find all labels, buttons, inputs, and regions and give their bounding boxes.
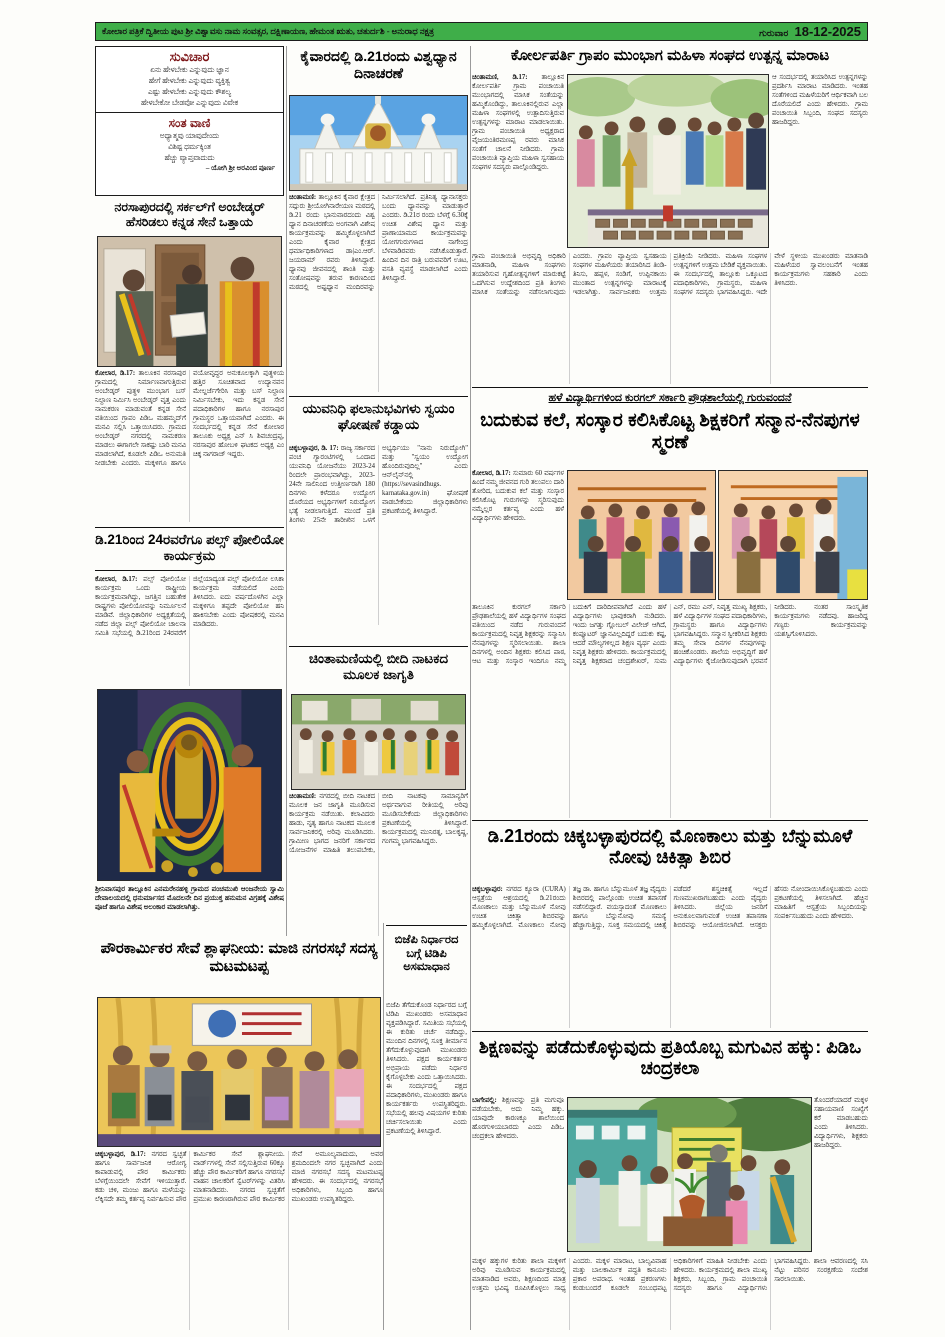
photo-memorandum xyxy=(97,236,282,367)
photo-school-event xyxy=(567,1097,812,1252)
headline-bjp: ಬಿಜೆಪಿ ನಿರ್ಧಾರದ ಬಗ್ಗೆ ಟಿಡಿಪಿ ಅಸಮಾಧಾನ xyxy=(386,925,467,997)
narasapura-text: ತಾಲೂಕಿನ ನರಸಾಪುರ ಗ್ರಾಮದಲ್ಲಿ ನಿರ್ಮಾಣವಾಗುತ್ತಿರುವ ಅಂಬೇಡ್ಕರ್ ಪುತ್ಥಳಿ ಮುಂಭಾಗ ಬಸ್ ನಿಲ್ದಾಣ ನಿರ್ಮಿಸಿ ಅಂಬೇಡ್ಕರ್ ವೃತ್ತ ಎಂದು ನಾಮಕರಣ ಮಾಡುವಂತೆ ಕನ್ನಡ ಸೇನೆ ವತಿಯಿಂದ ಗ್ರಾಪಂ ಪಿಡಿಒ ಮಹಮ್ಮದ್‌ಗೆ ಮನವಿ ಸಲ್ಲಿಸಿ ಒತ್ತಾಯಿಸಿದರು. ಗ್ರಾಮದ ಅಂಬೇಡ್ಕರ್ ನಗರದಲ್ಲಿ ನಾಮಕರಣ ಮಾಡಲು ಈಗಾಗಲೇ ಸಾಕಷ್ಟು ಬಾರಿ ಮನವಿ ಮಾಡಲಾಗಿದೆ, ಕೂಡಲೇ ಪಿಡಿಒ ಅನುಮತಿ ನೀಡಬೇಕು ಎಂದರು. ಮಕ್ಕಳಿಗೂ ಹಾಗೂ ವಯೋವೃದ್ಧರ ಅನುಕೂಲಕ್ಕಾಗಿ ಪುತ್ಥಳಿಯ ಹತ್ತಿರ ಸೂಚಿತವಾದ ಉದ್ಯಾನವನ ಮೇಲ್ದರ್ಜೆಗೇರಿಸಿ ಮತ್ತು ಬಸ್ ನಿಲ್ದಾಣ ನಿರ್ಮಿಸಬೇಕು, ಇದು ಕನ್ನಡ ಸೇನೆ ಪದಾಧಿಕಾರಿಗಳ ಹಾಗೂ ನರಸಾಪುರ ಗ್ರಾಮಸ್ಥರ ಒತ್ತಾಯವಾಗಿದೆ ಎಂದರು. ಈ ಸಂದರ್ಭದಲ್ಲಿ ಕನ್ನಡ ಸೇನೆ ಕೋಲಾರ ತಾಲೂಕು ಅಧ್ಯಕ್ಷ ಎನ್ ಸಿ ಶಿವಚಂದ್ರಪ್ಪ, ನರಸಾಪುರ ಹೋಬಳಿ ಘಟಕದ ಅಧ್ಯಕ್ಷ ಎಂ ಚಿಕ್ಕ ನಾಗರಾಜ್ ಇದ್ದರು. xyxy=(95,370,284,467)
guruvandane-byline: ಕೋಲಾರ, ಡಿ.17: xyxy=(472,470,511,477)
photo-market xyxy=(567,74,769,248)
photo-street-play xyxy=(291,694,466,790)
guruvandane-intro-col xyxy=(472,470,564,600)
quote-box xyxy=(95,46,284,196)
korlaparti-intro: ತಾಲ್ಲೂಕಿನ ಕೋರ್ಲಪರ್ತಿ ಗ್ರಾಮ ಪಂಚಾಯಿತಿ ಮುಂಭಾಗದಲ್ಲಿ ಮಾಸಿಕ ಸಂತೆಯನ್ನು ಹಮ್ಮಿಕೊಂಡಿದ್ದು, ತಾಲೂಕಿನಲ್ಲಿರುವ ಎಲ್ಲಾ ಮಹಿಳಾ ಸಂಘಗಳಲ್ಲಿ ಉತ್ಪಾದಿಸುತ್ತಿರುವ ಉತ್ಪನ್ನಗಳನ್ನು ಮಾರಾಟ ಮಾಡಲಾಯಿತು. ಗ್ರಾಮ ಪಂಚಾಯಿತಿ ಅಧ್ಯಕ್ಷರಾದ ವೈಜಯಂತಿರಮಣಪ್ಪ ರವರು ಮಾಸಿಕ ಸಂತೆಗೆ ಚಾಲನೆ ನೀಡಿದರು. ಗ್ರಾಮ ಪಂಚಾಯಿತಿ ವ್ಯಾಪ್ತಿಯ ಮಹಿಳಾ ಸ್ವಸಹಾಯ ಸಂಘಗಳ ಸದಸ್ಯರು ಪಾಲ್ಗೊಂಡಿದ್ದರು. xyxy=(472,74,564,171)
photo-hanuman-pooja xyxy=(97,689,282,881)
masthead-bar xyxy=(95,22,868,41)
section-rule-1 xyxy=(472,387,868,388)
suvichara-line-1: ಏನು ಹೇಳಬೇಕು ಎನ್ನುವುದು ಜ್ಞಾನ xyxy=(150,65,229,74)
guruvandane-kicker: ಹಳೆ ವಿದ್ಯಾರ್ಥಿಗಳಿಂದ ಕುರಗಲ್ ಸರ್ಕಾರಿ ಪ್ರೌಢಶಾಲೆಯಲ್ಲಿ ಗುರುವಂದನೆ xyxy=(548,392,792,404)
quote-box-divider xyxy=(96,112,283,113)
santavani-line-3: ಹೆಚ್ಚು ವ್ಯಾಪ್ತವಾದುದು xyxy=(164,152,215,162)
photo-felicitation-group-1 xyxy=(567,470,716,600)
headline-yuvanidhi: ಯುವನಿಧಿ ಫಲಾನುಭವಿಗಳು ಸ್ವಯಂ ಘೋಷಣೆ ಕಡ್ಡಾಯ xyxy=(289,396,468,440)
photo-felicitation-group-2 xyxy=(718,470,868,600)
yuvanidhi-text: ರಾಜ್ಯ ಸರ್ಕಾರದ ಪಂಚ ಗ್ಯಾರಂಟಿಗಳಲ್ಲಿ ಒಂದಾದ ಯುವನಿಧಿ ಯೋಜನೆಯು 2023-24 ರಿಂದಲೇ ಪ್ರಾರಂಭವಾಗಿದ್ದು, 2023-24ನೇ ಸಾಲಿನಿಂದ ಉತ್ತೀರ್ಣರಾಗಿ 180 ದಿನಗಳು ಕಳೆದರೂ ಉದ್ಯೋಗ ದೊರೆಯದ ಅಭ್ಯರ್ಥಿಗಳಿಗೆ ನಿರುದ್ಯೋಗ ಭತ್ಯೆ ನೀಡಲಾಗುತ್ತಿದೆ. ಮುಂದೆ ಪ್ರತಿ ತಿಂಗಳು 25ನೇ ತಾರೀಖಿನ ಒಳಗೆ ಅಭ್ಯರ್ಥಿಯು "ನಾನು ನಿರುದ್ಯೋಗಿ" ಮತ್ತು "ಸ್ವಯಂ ಉದ್ಯೋಗ ಹೊಂದಿರುವುದಿಲ್ಲ" ಎಂದು ಆನ್‌ಲೈನ್‌ನಲ್ಲಿ (https://sevasindhugs. karnataka.gov.in) ಘೋಷಣೆ ವಾಡಬೇಕೆಂದು ಜಿಲ್ಲಾಧಿಕಾರಿಗಳು ಪ್ರಕಟಣೆಯಲ್ಲಿ ತಿಳಿಸಿದ್ದಾರೆ. xyxy=(289,445,468,524)
kaivara-text: ತಾಲ್ಲೂಕಿನ ಕೈವಾರ ಕ್ಷೇತ್ರದ ಸದ್ಗುರು ಶ್ರೀಯೋಗಿನಾರೇಯಣ ಮಠದಲ್ಲಿ ಡಿ.21 ರಂದು ಭಾನುವಾರದಂದು ವಿಶ್ವ ಧ್ಯಾನ ದಿನಾಚರಣೆಯ ಅಂಗವಾಗಿ ವಿಶೇಷ ಕಾರ್ಯಕ್ರಮವನ್ನು ಹಮ್ಮಿಕೊಳ್ಳಲಾಗಿದೆ ಎಂದು ಕೈವಾರ ಕ್ಷೇತ್ರದ ಧರ್ಮಾಧಿಕಾರಿಗಳಾದ ಡಾ|ಎಂ.ಆರ್. ಜಯರಾಮ್ ರವರು ತಿಳಿಸಿದ್ದಾರೆ. ಧ್ಯಾನವು ಜೀವನದಲ್ಲಿ ಶಾಂತಿ ಮತ್ತು ಸಂತೋಷವನ್ನು ತರುವ ಕಾರಣದಿಂದ ಮಠದಲ್ಲಿ ಅಷ್ಟಧ್ಯಾನ ಮಂದಿರವನ್ನು ನಿರ್ಮಿಸಲಾಗಿದೆ. ಪ್ರತಿನಿತ್ಯ ಧ್ಯಾನಾಸಕ್ತರು ಬಂದು ಧ್ಯಾನವನ್ನು ಮಾಡುತ್ತಾರೆ ಎಂದರು. ಡಿ.21ರ ರಂದು ಬೆಳಗ್ಗೆ 6.30ಕ್ಕೆ ಉಚಿತ ವಿಶೇಷ ಧ್ಯಾನ ಮತ್ತು ಪ್ರಾಣಾಯಾಮದ ಕಾರ್ಯಕ್ರಮವನ್ನು ಯೋಗಗುರುಗಳಾದ ನಾಗೇಂದ್ರ ಬೆಳವಾಡಿರವರು ನಡೆಸಿಕೊಡುತ್ತಾರೆ. ಹಿಂದಿನ ದಿನ ರಾತ್ರಿ ಬರುವವರಿಗೆ ಊಟ, ವಸತಿ ವ್ಯವಸ್ಥೆ ಮಾಡಲಾಗಿದೆ ಎಂದು ತಿಳಿಸಿದ್ದಾರೆ. xyxy=(289,194,468,291)
headline-korlaparti: ಕೋರ್ಲಪರ್ತಿ ಗ್ರಾಪಂ ಮುಂಭಾಗ ಮಹಿಳಾ ಸಂಘದ ಉತ್ಪನ್ನ ಮಾರಾಟ xyxy=(510,47,830,64)
photo-sweater-distribution xyxy=(97,997,381,1147)
article-beedi-body xyxy=(289,793,468,936)
article-pourakarmika-body xyxy=(95,1151,383,1330)
beedi-byline: ಚಿಂತಾಮಣಿ: xyxy=(289,793,317,800)
kaivara-byline: ಚಿಂತಾಮಣಿ: xyxy=(289,194,317,201)
korlaparti-right-col: ಆ ಸಂದರ್ಭದಲ್ಲಿ ತಯಾರಿಸಿದ ಉತ್ಪನ್ನಗಳನ್ನು ಪ್ರದರ್ಶಿಸಿ ಮಾರಾಟ ಮಾಡಿದರು. ಇಂತಹ ಸಂತೆಗಳಿಂದ ಮಹಿಳೆಯರಿಗೆ ಆರ್ಥಿಕವಾಗಿ ಬಲ ದೊರೆಯಲಿದೆ ಎಂದು ಹೇಳಿದರು. ಗ್ರಾಮ ಪಂಚಾಯಿತಿ ಸಿಬ್ಬಂದಿ, ಸಂಘದ ಸದಸ್ಯರು ಹಾಜರಿದ್ದರು. xyxy=(772,74,868,126)
headline-beedi-nataka: ಚಿಂತಾಮಣಿಯಲ್ಲಿ ಬೀದಿ ನಾಟಕದ ಮೂಲಕ ಜಾಗೃತಿ xyxy=(289,646,468,690)
pourakarmika-text: ನಗರದ ಸ್ವಚ್ಛತೆ ಹಾಗೂ ಸಾರ್ವಜನಿಕ ಆರೋಗ್ಯ ಕಾಪಾಡುವಲ್ಲಿ ಪೌರ ಕಾರ್ಮಿಕರು ಬೆಳಗ್ಗೆಯಿಂದಲೇ ಸೇವೆಗೆ ಇಳಿಯುತ್ತಾರೆ. ಕಡು ಚಳಿ, ಮಂಜು ಹಾಗೂ ಮಳೆಯನ್ನು ಲೆಕ್ಕಿಸದೇ ತಮ್ಮ ಕರ್ತವ್ಯ ನಿರ್ವಹಿಸುವ ಪೌರ ಕಾರ್ಮಿಕರ ಸೇವೆ ಶ್ಲಾಘನೀಯ. ವಾರ್ಡ್‌ಗಳಲ್ಲಿ ಸೇವೆ ಸಲ್ಲಿಸುತ್ತಿರುವ 60ಕ್ಕೂ ಹೆಚ್ಚು ಪೌರ ಕಾರ್ಮಿಕರಿಗೆ ಹಾಗೂ ನಗರಸಭೆ ವಾಹನ ಚಾಲಕರಿಗೆ ಸ್ವೆಟರ್‌ಗಳನ್ನು ವಿತರಿಸಿ ಮಾತನಾಡಿದರು. ನಗರದ ಸ್ವಚ್ಛತೆಗೆ ಪ್ರಮುಖ ಕಾರಣರಾಗಿರುವ ಪೌರ ಕಾರ್ಮಿಕರ ಸೇವೆ ಅಮೂಲ್ಯವಾದುದು, ಅವರ ಶ್ರಮದಿಂದಲೇ ನಗರ ಸ್ವಚ್ಛವಾಗಿದೆ ಎಂದು ಮಾಜಿ ನಗರಸಭೆ ಸದಸ್ಯ ಮಟಮಟಪ್ಪ ಹೇಳಿದರು. ಈ ಸಂದರ್ಭದಲ್ಲಿ ನಗರಸಭೆ ಅಧಿಕಾರಿಗಳು, ಸಿಬ್ಬಂದಿ ಹಾಗೂ ಮುಖಂಡರು ಉಪಸ್ಥಿತರಿದ್ದರು. xyxy=(95,1151,383,1203)
narasapura-byline: ಕೋಲಾರ, ಡಿ.17: xyxy=(95,370,136,377)
santavani-attribution: – ಯೋಗಿ ಶ್ರೀ ಅರವಿಂದ ಪೂರ್ಣ xyxy=(205,163,275,172)
column-divider-1 xyxy=(286,46,287,936)
article-korlaparti-body: ಗ್ರಾಮ ಪಂಚಾಯಿತಿ ಅಭಿವೃದ್ಧಿ ಅಧಿಕಾರಿ ಮಾತನಾಡಿ, ಮಹಿಳಾ ಸಂಘಗಳು ತಯಾರಿಸುವ ಗೃಹೋತ್ಪನ್ನಗಳಿಗೆ ಮಾರುಕಟ್ಟೆ ಒದಗಿಸುವ ಉದ್ದೇಶದಿಂದ ಪ್ರತಿ ತಿಂಗಳು ಮಾಸಿಕ ಸಂತೆಯನ್ನು ನಡೆಸಲಾಗುವುದು ಎಂದರು. ಗ್ರಾಪಂ ವ್ಯಾಪ್ತಿಯ ಸ್ವಸಹಾಯ ಸಂಘಗಳ ಮಹಿಳೆಯರು ತಯಾರಿಸಿದ ತಿಂಡಿ-ತಿನಿಸು, ಹಪ್ಪಳ, ಸಂಡಿಗೆ, ಉಪ್ಪಿನಕಾಯಿ ಮುಂತಾದ ಉತ್ಪನ್ನಗಳನ್ನು ಮಾರಾಟಕ್ಕೆ ಇಡಲಾಗಿತ್ತು. ಸಾರ್ವಜನಿಕರು ಉತ್ತಮ ಪ್ರತಿಕ್ರಿಯೆ ನೀಡಿದರು. ಮಹಿಳಾ ಸಂಘಗಳ ಉತ್ಪನ್ನಗಳಿಗೆ ಉತ್ತಮ ಬೇಡಿಕೆ ವ್ಯಕ್ತವಾಯಿತು. ಈ ಸಂದರ್ಭದಲ್ಲಿ ತಾಲ್ಲೂಕು ಒಕ್ಕೂಟದ ಪದಾಧಿಕಾರಿಗಳು, ಗ್ರಾಮಸ್ಥರು, ಮಹಿಳಾ ಸಂಘಗಳ ಸದಸ್ಯರು ಭಾಗವಹಿಸಿದ್ದರು. ಇದೇ ವೇಳೆ ಸ್ಥಳೀಯ ಮುಖಂಡರು ಮಾತನಾಡಿ ಮಹಿಳೆಯರ ಸ್ವಾವಲಂಬನೆಗೆ ಇಂತಹ ಕಾರ್ಯಕ್ರಮಗಳು ಸಹಕಾರಿ ಎಂದು ತಿಳಿಸಿದರು. xyxy=(472,253,868,296)
suvichara-line-4: ಹೇಳಬೇಕೋ ಬೇಡವೋ ಎನ್ನುವುದು ವಿವೇಕ xyxy=(141,97,238,107)
column-divider-2 xyxy=(470,46,471,1330)
yuvanidhi-byline: ಚಿಕ್ಕಬಳ್ಳಾಪುರ, ಡಿ. 17: xyxy=(289,445,339,452)
masthead-edition-line: ಕೋಲಾರ ಪತ್ರಿಕೆ ದ್ವಿತೀಯ ಪುಟ ಶ್ರೀ ವಿಶ್ವಾವಸು ನಾಮ ಸಂವತ್ಸರ, ದಕ್ಷಿಣಾಯಣ, ಹೇಮಂತ ಋತು, ಚತುರ್ದಶಿ - ಅನುರಾಧ ನಕ್ಷತ್ರ xyxy=(102,26,435,36)
polio-byline: ಕೋಲಾರ, ಡಿ.17: xyxy=(95,576,138,583)
section-rule-2 xyxy=(472,820,868,821)
article-shikshana-body: ಮಕ್ಕಳ ಹಕ್ಕುಗಳ ಕುರಿತು ಶಾಲಾ ಮಕ್ಕಳಿಗೆ ಅರಿವು ಮೂಡಿಸುವ ಕಾರ್ಯಕ್ರಮದಲ್ಲಿ ಮಾತನಾಡಿದ ಅವರು, ಶಿಕ್ಷಣದಿಂದ ಮಾತ್ರ ಉತ್ತಮ ಭವಿಷ್ಯ ರೂಪಿಸಿಕೊಳ್ಳಲು ಸಾಧ್ಯ ಎಂದರು. ಮಕ್ಕಳ ಮಾರಾಟ, ಬಾಲ್ಯವಿವಾಹ ಮತ್ತು ಬಾಲಕಾರ್ಮಿಕ ಪದ್ಧತಿ ಕಾನೂನು ಪ್ರಕಾರ ಅಪರಾಧ. ಇಂತಹ ಪ್ರಕರಣಗಳು ಕಂಡುಬಂದರೆ ಕೂಡಲೇ ಸಂಬಂಧಪಟ್ಟ ಅಧಿಕಾರಿಗಳಿಗೆ ಮಾಹಿತಿ ನೀಡಬೇಕು ಎಂದು ಹೇಳಿದರು. ಕಾರ್ಯಕ್ರಮದಲ್ಲಿ ಶಾಲಾ ಮುಖ್ಯ ಶಿಕ್ಷಕರು, ಸಿಬ್ಬಂದಿ, ಗ್ರಾಮ ಪಂಚಾಯಿತಿ ಸದಸ್ಯರು ಹಾಗೂ ವಿದ್ಯಾರ್ಥಿಗಳು ಭಾಗವಹಿಸಿದ್ದರು. ಶಾಲಾ ಆವರಣದಲ್ಲಿ ಸಸಿ ನೆಟ್ಟು ಪರಿಸರ ಸಂರಕ್ಷಣೆಯ ಸಂದೇಶ ಸಾರಲಾಯಿತು. xyxy=(472,1258,868,1292)
pooja-caption: ಶ್ರೀನಿವಾಸಪುರ ತಾಲ್ಲೂಕಿನ ಎನಮರೇನಹಳ್ಳಿ ಗ್ರಾಮದ ಪಂಚಮುಖಿ ಆಂಜನೇಯ ಸ್ವಾಮಿ ದೇವಾಲಯದಲ್ಲಿ ಧನುರ್ಮಾಸದ ಮೊದಲನೇ ದಿನ ಪ್ರಯುಕ್ತ ಹನುಮನ ವಿಗ್ರಹಕ್ಕೆ ವಿಶೇಷ ಪೂಜೆ ಹಾಗೂ ವಿಶೇಷ ಅಲಂಕಾರ ಮಾಡಲಾಗಿತ್ತು. xyxy=(95,885,284,912)
suvichara-line-2: ಹೇಗೆ ಹೇಳಬೇಕು ಎನ್ನುವುದು ವ್ಯಕ್ತಿತ್ವ xyxy=(148,75,231,85)
masthead-day: ಗುರುವಾರ xyxy=(759,28,789,38)
article-bjp-body: ಬಿಜೆಪಿ ತೆಗೆದುಕೊಂಡ ನಿರ್ಧಾರದ ಬಗ್ಗೆ ಟಿಡಿಪಿ ಮುಖಂಡರು ಅಸಮಾಧಾನ ವ್ಯಕ್ತಪಡಿಸಿದ್ದಾರೆ. ಸಮಿತಿಯ ಸಭೆಯಲ್ಲಿ ಈ ಕುರಿತು ಚರ್ಚೆ ನಡೆದಿದ್ದು, ಮುಂದಿನ ದಿನಗಳಲ್ಲಿ ಸೂಕ್ತ ತೀರ್ಮಾನ ತೆಗೆದುಕೊಳ್ಳುವುದಾಗಿ ಮುಖಂಡರು ತಿಳಿಸಿದರು. ಪಕ್ಷದ ಕಾರ್ಯಕರ್ತರ ಅಭಿಪ್ರಾಯ ಪಡೆದು ನಿರ್ಧಾರ ಕೈಗೊಳ್ಳಬೇಕು ಎಂದು ಒತ್ತಾಯಿಸಿದರು. ಈ ಸಂದರ್ಭದಲ್ಲಿ ಪಕ್ಷದ ಪದಾಧಿಕಾರಿಗಳು, ಮುಖಂಡರು ಹಾಗೂ ಕಾರ್ಯಕರ್ತರು ಉಪಸ್ಥಿತರಿದ್ದರು. ಸಭೆಯಲ್ಲಿ ಹಲವು ವಿಷಯಗಳ ಕುರಿತು ಚರ್ಚಿಸಲಾಯಿತು ಎಂದು ಪ್ರಕಟಣೆಯಲ್ಲಿ ತಿಳಿಸಿದ್ದಾರೆ. xyxy=(386,1002,467,1135)
santavani-line-1: ಅಧ್ಯಾತ್ಮವು ಯಾವುದೇಂದು xyxy=(159,130,220,140)
section-rule-3 xyxy=(472,1031,868,1032)
polio-text: ಪಲ್ಸ್ ಪೋಲಿಯೋ ಕಾರ್ಯಕ್ರಮ ಒಂದು ರಾಷ್ಟ್ರೀಯ ಕಾರ್ಯಕ್ರಮವಾಗಿದ್ದು, ಜಗತ್ತಿನ ಬಹುತೇಕ ರಾಷ್ಟ್ರಗಳು ಪೋಲಿಯೋವನ್ನು ನಿರ್ಮೂಲನೆ ಮಾಡಿವೆ. ಜಿಲ್ಲಾಧಿಕಾರಿಗಳ ಅಧ್ಯಕ್ಷತೆಯಲ್ಲಿ ನಡೆದ ಜಿಲ್ಲಾ ಪಲ್ಸ್ ಪೋಲಿಯೋ ಚಾಲನಾ ಸಮಿತಿ ಸಭೆಯಲ್ಲಿ ಡಿ.21ರಿಂದ 24ರವರೆಗೆ ಜಿಲ್ಲೆಯಾದ್ಯಂತ ಪಲ್ಸ್ ಪೋಲಿಯೋ ಲಸಿಕಾ ಕಾರ್ಯಕ್ರಮ ನಡೆಯಲಿದೆ ಎಂದು ತಿಳಿಸಿದರು. ಐದು ವರ್ಷದೊಳಗಿನ ಎಲ್ಲಾ ಮಕ್ಕಳಿಗೂ ತಪ್ಪದೇ ಪೋಲಿಯೋ ಹನಿ ಹಾಕಿಸಬೇಕು ಎಂದು ಪೋಷಕರಲ್ಲಿ ಮನವಿ ಮಾಡಿದರು. xyxy=(95,576,284,637)
santavani-title: ಸಂತ ವಾಣಿ xyxy=(168,115,211,130)
beedi-text: ನಗರದಲ್ಲಿ ಬೀದಿ ನಾಟಕದ ಮೂಲಕ ಜನ ಜಾಗೃತಿ ಮೂಡಿಸುವ ಕಾರ್ಯಕ್ರಮ ನಡೆಯಿತು. ಕಲಾವಿದರು ಹಾಡು, ನೃತ್ಯ ಹಾಗೂ ನಾಟಕದ ಮೂಲಕ ಸಾರ್ವಜನಿಕರಲ್ಲಿ ಅರಿವು ಮೂಡಿಸಿದರು. ಗ್ರಾಮೀಣ ಭಾಗದ ಜನರಿಗೆ ಸರ್ಕಾರದ ಯೋಜನೆಗಳ ಮಾಹಿತಿ ತಲುಪಬೇಕು, ಬೀದಿ ನಾಟಕವು ಸಾಮಾನ್ಯರಿಗೆ ಅರ್ಥವಾಗುವ ರೀತಿಯಲ್ಲಿ ಅರಿವು ಮೂಡಿಸಬೇಕೆಂದು ಜಿಲ್ಲಾಧಿಕಾರಿಗಳು ಪ್ರಕಟಣೆಯಲ್ಲಿ ತಿಳಿಸಿದ್ದಾರೆ. ಕಾರ್ಯಕ್ರಮದಲ್ಲಿ ಮುನಿರತ್ನ, ಬಾಲಕೃಷ್ಣ, ಗಂಗಮ್ಮ ಭಾಗವಹಿಸಿದ್ದರು. xyxy=(289,793,468,854)
column-divider-3 xyxy=(383,923,384,1330)
headline-polio: ಡಿ.21ರಿಂದ 24ರವರೆಗೂ ಪಲ್ಸ್ ಪೋಲಿಯೋ ಕಾರ್ಯಕ್ರಮ xyxy=(95,527,284,571)
headline-narasapura: ನರಸಾಪುರದಲ್ಲಿ ಸರ್ಕಲ್‌ಗೆ ಅಂಬೇಡ್ಕರ್ ಹೆಸರಿಡಲು ಕನ್ನಡ ಸೇನೆ ಒತ್ತಾಯ xyxy=(114,200,265,229)
article-polio-body xyxy=(95,576,284,686)
photo-temple xyxy=(289,95,468,191)
masthead-date xyxy=(759,24,861,39)
headline-chikitsa: ಡಿ.21ರಂದು ಚಿಕ್ಕಬಳ್ಳಾಪುರದಲ್ಲಿ ಮೊಣಕಾಲು ಮತ್ತು ಬೆನ್ನುಮೂಳೆ ನೋವು ಚಿಕಿತ್ಸಾ ಶಿಬಿರ xyxy=(487,826,853,868)
article-yuvanidhi-body xyxy=(289,445,468,625)
headline-guruvandane: ಬದುಕುವ ಕಲೆ, ಸಂಸ್ಕಾರ ಕಲಿಸಿಕೊಟ್ಟ ಶಿಕ್ಷಕರಿಗೆ ಸನ್ಮಾನ-ನೆನಪುಗಳ ಸ್ಮರಣೆ xyxy=(480,410,860,454)
headline-pourakarmika: ಪೌರಕಾರ್ಮಿಕರ ಸೇವೆ ಶ್ಲಾಘನೀಯ: ಮಾಜಿ ನಗರಸಭೆ ಸದಸ್ಯ ಮಟಮಟಪ್ಪ xyxy=(100,940,378,975)
article-narasapura-body xyxy=(95,370,284,522)
santavani-line-2: ವಿಶಿಷ್ಟ ಧರ್ಮಕ್ಕಿಂತ xyxy=(168,141,211,151)
headline-kaivara: ಕೈವಾರದಲ್ಲಿ ಡಿ.21ರಂದು ವಿಶ್ವಧ್ಯಾನ ದಿನಾಚರಣೆ xyxy=(300,48,457,81)
chikitsa-byline: ಚಿಕ್ಕಬಳ್ಳಾಪುರ: xyxy=(472,886,503,893)
article-chikitsa-body xyxy=(472,886,868,1028)
article-guruvandane-body: ತಾಲೂಕಿನ ಕುರಗಲ್ ಸರ್ಕಾರಿ ಪ್ರೌಢಶಾಲೆಯಲ್ಲಿ ಹಳೆ ವಿದ್ಯಾರ್ಥಿಗಳ ಸಂಘದ ವತಿಯಿಂದ ನಡೆದ ಗುರುವಂದನೆ ಕಾರ್ಯಕ್ರಮದಲ್ಲಿ ನಿವೃತ್ತ ಶಿಕ್ಷಕರನ್ನು ಸನ್ಮಾನಿಸಿ ನೆನಪುಗಳನ್ನು ಸ್ಮರಿಸಲಾಯಿತು. ಶಾಲಾ ದಿನಗಳಲ್ಲಿ ಅಂದಿನ ಶಿಕ್ಷಕರು ಕಲಿಸಿದ ಪಾಠ, ಆಟ ಮತ್ತು ಸಂಸ್ಕಾರ ಇಂದಿಗೂ ನಮ್ಮ ಬದುಕಿಗೆ ದಾರಿದೀಪವಾಗಿದೆ ಎಂದು ಹಳೆ ವಿದ್ಯಾರ್ಥಿಗಳು ಭಾವುಕರಾಗಿ ನುಡಿದರು. ಇಂದು ಜಗತ್ತು ಗ್ಲೋಬಲ್ ವಿಲೇಜ್ ಆಗಿದೆ, ಕಂಪ್ಯೂಟರ್ ಜ್ಞಾನವಿಲ್ಲದಿದ್ದರೆ ಬದುಕು ಕಷ್ಟ, ಆದರೆ ಮೌಲ್ಯಗಳಿಲ್ಲದ ಶಿಕ್ಷಣ ವ್ಯರ್ಥ ಎಂದು ನಿವೃತ್ತ ಶಿಕ್ಷಕರು ಹೇಳಿದರು. ಕಾರ್ಯಕ್ರಮದಲ್ಲಿ ನಿವೃತ್ತ ಶಿಕ್ಷಕರಾದ ಚಂದ್ರಶೇಖರ್, ಸುಮ ಎನ್, ರಮು ಎನ್, ನಿವೃತ್ತ ಮುಖ್ಯ ಶಿಕ್ಷಕರು, ಹಳೆ ವಿದ್ಯಾರ್ಥಿಗಳ ಸಂಘದ ಪದಾಧಿಕಾರಿಗಳು, ಗ್ರಾಮಸ್ಥರು ಹಾಗೂ ವಿದ್ಯಾರ್ಥಿಗಳು ಭಾಗವಹಿಸಿದ್ದರು. ಸನ್ಮಾನ ಸ್ವೀಕರಿಸಿದ ಶಿಕ್ಷಕರು ತಮ್ಮ ಸೇವಾ ದಿನಗಳ ನೆನಪುಗಳನ್ನು ಹಂಚಿಕೊಂಡರು. ಶಾಲೆಯ ಅಭಿವೃದ್ಧಿಗೆ ಹಳೆ ವಿದ್ಯಾರ್ಥಿಗಳು ಕೈಜೋಡಿಸುವುದಾಗಿ ಭರವಸೆ ನೀಡಿದರು. ನಂತರ ಸಾಂಸ್ಕೃತಿಕ ಕಾರ್ಯಕ್ರಮಗಳು ನಡೆದವು. ಹಾಜರಿದ್ದ ಗಣ್ಯರು ಕಾರ್ಯಕ್ರಮವನ್ನು ಯಶಸ್ವಿಗೊಳಿಸಿದರು. xyxy=(472,604,868,665)
korlaparti-intro-col xyxy=(472,74,564,250)
article-kaivara-body xyxy=(289,194,468,392)
shikshana-right-col: ತೊಂದರೆಯಾದರೆ ಮಕ್ಕಳ ಸಹಾಯವಾಣಿ ಸಂಖ್ಯೆಗೆ ಕರೆ ಮಾಡಬಹುದು ಎಂದು ತಿಳಿಸಿದರು. ವಿದ್ಯಾರ್ಥಿಗಳು, ಶಿಕ್ಷಕರು ಹಾಜರಿದ್ದರು. xyxy=(814,1097,868,1149)
shikshana-intro-col xyxy=(472,1097,564,1257)
chikitsa-text: ನಗರದ ಕ್ಯೂರಾ (CURA) ಆಸ್ಪತ್ರೆಯ ಆಶ್ರಯದಲ್ಲಿ ಡಿ.21ರಂದು ಮೊಣಕಾಲು ಮತ್ತು ಬೆನ್ನುಮೂಳೆ ನೋವು ಉಚಿತ ಚಿಕಿತ್ಸಾ ಶಿಬಿರವನ್ನು ಹಮ್ಮಿಕೊಳ್ಳಲಾಗಿದೆ. ಮೊಣಕಾಲು ನೋವು ತಜ್ಞ ಡಾ. ಹಾಗೂ ಬೆನ್ನುಮೂಳೆ ತಜ್ಞ ವೈದ್ಯರು ಶಿಬಿರದಲ್ಲಿ ಪಾಲ್ಗೊಂಡು ಉಚಿತ ತಪಾಸಣೆ ನಡೆಸಲಿದ್ದಾರೆ. ವಯಸ್ಸಾದಂತೆ ಮೊಣಕಾಲು ಹಾಗೂ ಬೆನ್ನುನೋವು ಸಮಸ್ಯೆ ಹೆಚ್ಚಾಗುತ್ತಿದ್ದು, ಸೂಕ್ತ ಸಮಯದಲ್ಲಿ ಚಿಕಿತ್ಸೆ ಪಡೆದರೆ ಶಸ್ತ್ರಚಿಕಿತ್ಸೆ ಇಲ್ಲದೆ ಗುಣಮುಖರಾಗಬಹುದು ಎಂದು ವೈದ್ಯರು ತಿಳಿಸಿದರು. ಜಿಲ್ಲೆಯ ಜನರಿಗೆ ಅನುಕೂಲವಾಗುವಂತೆ ಉಚಿತ ತಪಾಸಣಾ ಶಿಬಿರವನ್ನು ಆಯೋಜಿಸಲಾಗಿದೆ. ಆಸಕ್ತರು ಹೆಸರು ನೋಂದಾಯಿಸಿಕೊಳ್ಳಬಹುದು ಎಂದು ಪ್ರಕಟಣೆಯಲ್ಲಿ ತಿಳಿಸಲಾಗಿದೆ. ಹೆಚ್ಚಿನ ಮಾಹಿತಿಗೆ ಆಸ್ಪತ್ರೆಯ ಸಿಬ್ಬಂದಿಯನ್ನು ಸಂಪರ್ಕಿಸಬಹುದು ಎಂದು ಹೇಳಿದರು. xyxy=(472,886,868,929)
suvichara-line-3: ಎಷ್ಟು ಹೇಳಬೇಕು ಎನ್ನುವುದು ಕೌಶಲ್ಯ xyxy=(147,86,232,96)
shikshana-byline: ಬಾಗೇಪಲ್ಲಿ: xyxy=(472,1097,497,1104)
headline-shikshana: ಶಿಕ್ಷಣವನ್ನು ಪಡೆದುಕೊಳ್ಳುವುದು ಪ್ರತಿಯೊಬ್ಬ ಮಗುವಿನ ಹಕ್ಕು: ಪಿಡಿಒ ಚಂದ್ರಕಲಾ xyxy=(478,1037,862,1079)
shikshana-intro: ಶಿಕ್ಷಣವನ್ನು ಪ್ರತಿ ಮಗುವೂ ಪಡೆಯಬೇಕು, ಅದು ನಿಮ್ಮ ಹಕ್ಕು. ಯಾವುದೇ ಕಾರಣಕ್ಕೂ ಶಾಲೆಯಿಂದ ಹೊರಗುಳಿಯಬಾರದು ಎಂದು ಪಿಡಿಒ ಚಂದ್ರಕಲಾ ಹೇಳಿದರು. xyxy=(472,1097,564,1140)
pourakarmika-byline: ಚಿಕ್ಕಬಳ್ಳಾಪುರ, ಡಿ.17: xyxy=(95,1151,146,1158)
korlaparti-byline: ಚಿಂತಾಮಣಿ, ಡಿ.17: xyxy=(472,74,528,81)
suvichara-title: ಸುವಿಚಾರ xyxy=(169,49,210,64)
guruvandane-intro: ಸುಮಾರು 60 ವರ್ಷಗಳ ಹಿಂದೆ ನಮ್ಮ ಜೀವನದ ಗುರಿ ತಲುಪಲು ದಾರಿ ತೋರಿದ, ಬದುಕುವ ಕಲೆ ಮತ್ತು ಸಂಸ್ಕಾರ ಕಲಿಸಿಕೊಟ್ಟ ಗುರುಗಳನ್ನು ಸ್ಮರಿಸುವುದು ನಮ್ಮೆಲ್ಲರ ಕರ್ತವ್ಯ ಎಂದು ಹಳೆ ವಿದ್ಯಾರ್ಥಿಗಳು ಹೇಳಿದರು. xyxy=(472,470,564,522)
masthead-date-value: 18-12-2025 xyxy=(794,24,861,39)
